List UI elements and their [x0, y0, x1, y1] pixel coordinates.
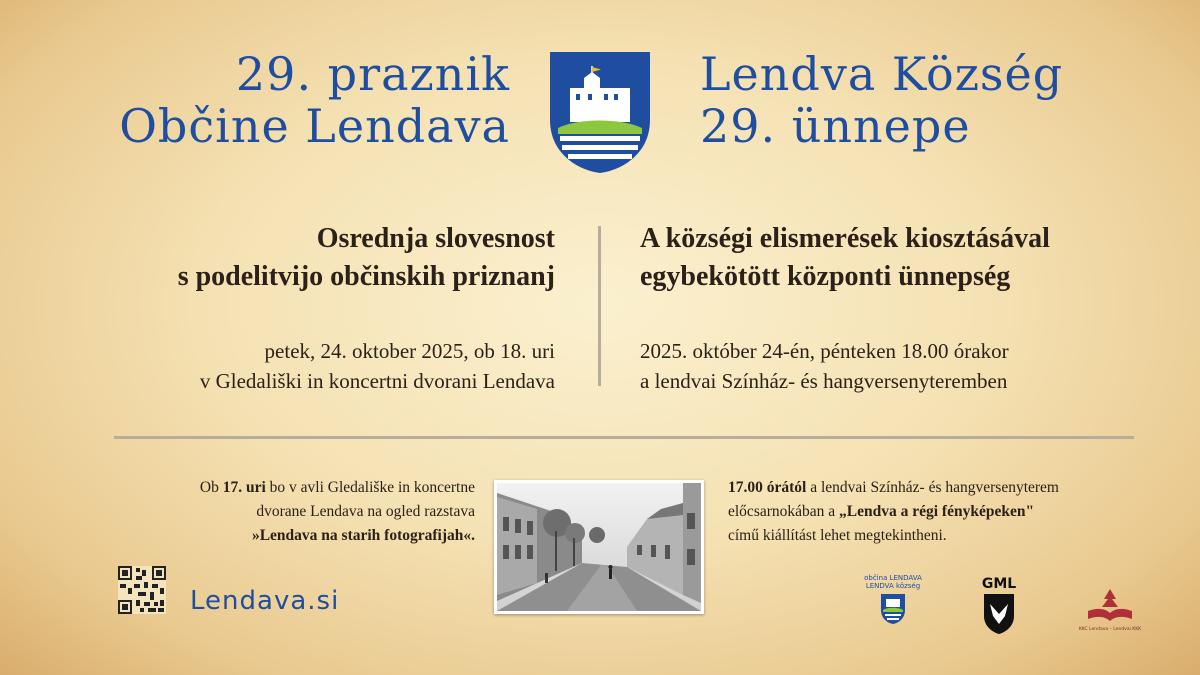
event-date-slovenian: petek, 24. oktober 2025, ob 18. uri — [264, 339, 555, 363]
title-hungarian-line2: 29. ünnepe — [700, 99, 971, 153]
gml-text: GML — [981, 576, 1017, 592]
exhibition-time-hungarian: 17.00 órától — [728, 479, 807, 496]
text-fragment: bo v avli Gledališke in koncertne — [265, 479, 475, 496]
event-info-slovenian — [200, 336, 555, 396]
lendava-coat-of-arms-icon — [548, 50, 652, 174]
exhibition-slovenian-line1 — [200, 476, 475, 500]
ceremony-heading-hungarian — [640, 220, 1050, 296]
exhibition-hungarian-line2 — [728, 500, 1059, 524]
ceremony-heading-hungarian-line2: egybekötött központi ünnepség — [640, 261, 1011, 292]
title-slovenian — [119, 48, 510, 152]
title-hungarian-line1: Lendva Község — [700, 47, 1064, 101]
exhibition-title-hungarian: „Lendva a régi fényképeken" — [839, 503, 1035, 520]
ceremony-heading-hungarian-line1: A községi elismerések kiosztásával — [640, 223, 1050, 254]
exhibition-hungarian-line3: című kiállítást lehet megtekintheni. — [728, 527, 947, 544]
title-slovenian-line2: Občine Lendava — [119, 99, 510, 153]
historic-street-photo — [494, 480, 704, 614]
ceremony-heading-slovenian-line2: s podelitvijo občinskih priznanj — [177, 261, 555, 292]
cultural-centre-logo — [1074, 585, 1146, 633]
text-fragment: a lendvai Színház- és hangversenyterem — [806, 479, 1059, 496]
event-venue-slovenian: v Gledališki in koncertni dvorani Lendava — [199, 369, 555, 393]
title-hungarian — [700, 48, 1063, 152]
exhibition-title-slovenian — [200, 524, 475, 548]
exhibition-text-slovenian — [200, 476, 475, 548]
event-date-hungarian: 2025. október 24-én, pénteken 18.00 órakor — [640, 339, 1009, 363]
vertical-divider — [598, 226, 601, 386]
exhibition-title-text: »Lendava na starih fotografijah«. — [251, 527, 475, 544]
text-fragment: Ob — [199, 479, 223, 496]
logo-caption: KKC Lendava – Lendvai KKK — [1078, 627, 1142, 632]
ceremony-heading-slovenian — [178, 220, 555, 296]
horizontal-divider — [114, 436, 1134, 439]
gml-logo — [978, 574, 1020, 636]
text-fragment: előcsarnokában a — [728, 503, 840, 520]
event-info-hungarian — [640, 336, 1009, 396]
title-slovenian-line1: 29. praznik — [235, 47, 510, 101]
logo-text: občina LENDAVA — [864, 574, 922, 582]
website-link[interactable]: Lendava.si — [190, 586, 340, 616]
exhibition-text-hungarian — [728, 476, 1059, 548]
exhibition-time-slovenian: 17. uri — [222, 479, 266, 496]
municipality-logo — [848, 572, 938, 636]
event-venue-hungarian: a lendvai Színház- és hangversenyteremben — [640, 369, 1008, 393]
logo-text: LENDVA község — [865, 582, 921, 590]
exhibition-slovenian-line2: dvorane Lendava na ogled razstava — [256, 503, 475, 520]
ceremony-heading-slovenian-line1: Osrednja slovesnost — [316, 223, 555, 254]
exhibition-hungarian-line1 — [728, 476, 1059, 500]
qr-code-icon[interactable] — [118, 566, 166, 614]
